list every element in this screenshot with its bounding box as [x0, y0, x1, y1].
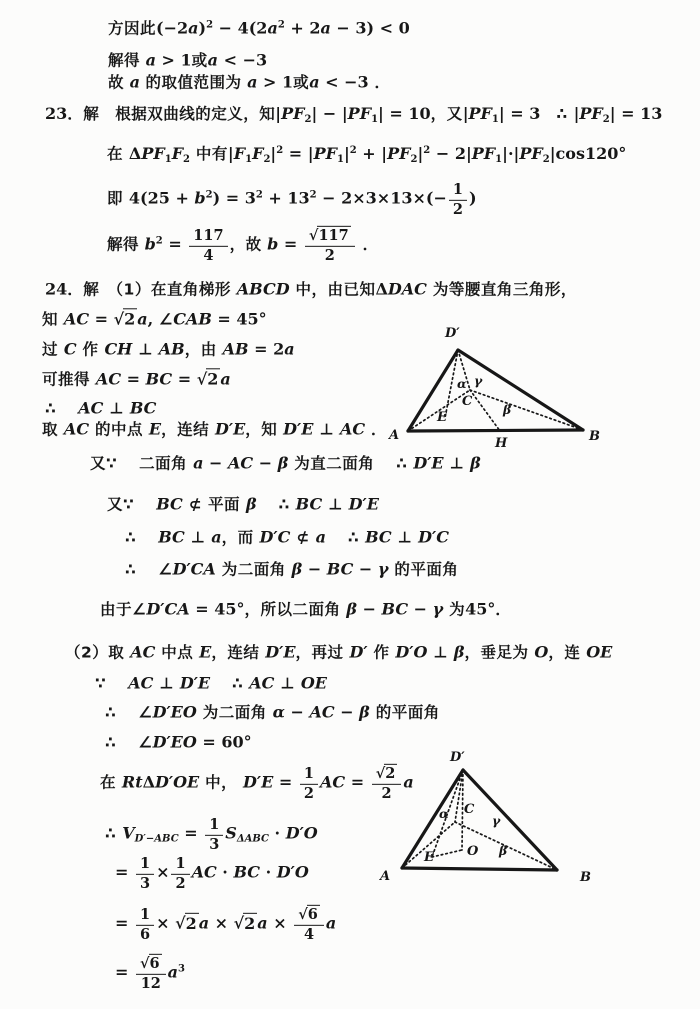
- dotted-edge: [462, 770, 463, 850]
- text-line-9: 知 AC = √2 a, ∠CAB = 45°: [42, 309, 267, 329]
- text-line-7: 解得 $b^2$ = $\frac{117}{4}$ ，故 b = $\frac{√117}{2}$ ．: [107, 226, 379, 264]
- text-line-14: 又∵ 二面角 a − AC − β 为直二面角 ∴ D′E ⊥ β: [90, 453, 481, 473]
- text-line-25: = $\frac{1}{3}$ × $\frac{1}{2}$ AC · BC · D′O: [115, 854, 309, 892]
- vertex-label-E: E: [424, 850, 434, 865]
- vertex-label-γ: γ: [492, 813, 501, 828]
- vertex-label-O: O: [467, 844, 479, 859]
- text-line-24: ∴ $V_{D'-ABC}$ = $\frac{1}{3}$ $S_{\Delta ABC} \cdot D'O$: [105, 815, 318, 853]
- text-line-17: ∴ ∠D′CA 为二面角 β − BC − γ 的平面角: [125, 559, 459, 579]
- text-line-3: 故 a 的取值范围为 a > 1或a < −3 ．: [108, 72, 391, 92]
- text-line-11: 可推得 AC = BC = √2 a: [42, 369, 231, 389]
- figure-2-triangle-diagram: [378, 750, 613, 888]
- text-line-27: = $\frac{√6}{12}$ $a^3$: [115, 954, 185, 992]
- text-line-26: = $\frac{1}{6}$ × √2 a × √2 a × $\frac{√6}{4}$ a: [115, 905, 337, 943]
- vertex-label-C: C: [464, 802, 475, 817]
- vertex-label-β: β: [499, 843, 508, 858]
- text-line-1: 方因此$(-2a)^2 - 4(2a^2 + 2a - 3) < 0$: [108, 18, 410, 38]
- text-line-21: ∴ ∠D′EO 为二面角 α − AC − β 的平面角: [105, 702, 440, 722]
- text-line-15: 又∵ BC ⊄ 平面 β ∴ BC ⊥ D′E: [107, 494, 379, 514]
- text-line-5: 在 $\Delta PF_1F_2$ 中有$|F_1F_2|^2 = |PF_1|^2 + |PF_2|^2 - 2|PF_1|\cdot|PF_2|\cos 120^\circ$: [107, 143, 627, 165]
- text-line-13: 取 AC 的中点 E，连结 D′E，知 D′E ⊥ AC ．: [42, 419, 387, 439]
- text-line-22: ∴ ∠D′EO = 60°: [105, 732, 252, 752]
- dotted-edge: [432, 850, 462, 857]
- text-line-8: 24．解 （1）在直角梯形 ABCD 中，由已知ΔDAC 为等腰直角三角形，: [45, 279, 577, 299]
- vertex-label-C: C: [462, 394, 473, 409]
- vertex-label-B: B: [580, 870, 591, 885]
- vertex-label-D′: D′: [450, 750, 465, 765]
- text-line-23: 在 RtΔD′OE 中， D′E = $\frac{1}{2}$ AC = $\frac{√2}{2}$ a: [100, 764, 414, 802]
- vertex-label-D′: D′: [445, 326, 460, 341]
- vertex-label-β: β: [503, 402, 512, 417]
- text-line-10: 过 C 作 CH ⊥ AB，由 AB = 2a: [42, 339, 295, 359]
- text-line-4: 23．解 根据双曲线的定义，知$|PF_2| - |PF_1| = 10$，又$|PF_1| = 3$ ∴ $|PF_2| = 13$: [45, 103, 663, 125]
- vertex-label-α: α: [457, 376, 467, 391]
- text-line-2: 解得 a > 1或a < −3: [108, 50, 268, 70]
- vertex-label-α: α: [439, 806, 449, 821]
- text-line-16: ∴ BC ⊥ a，而 D′C ⊄ a ∴ BC ⊥ D′C: [125, 527, 449, 547]
- vertex-label-E: E: [437, 410, 447, 425]
- text-line-19: （2）取 AC 中点 E，连结 D′E，再过 D′ 作 D′O ⊥ β，垂足为 O，连 OE: [65, 642, 613, 662]
- vertex-label-B: B: [589, 429, 600, 444]
- figure-1-triangle-diagram: [383, 323, 618, 451]
- dotted-edge: [470, 390, 583, 430]
- vertex-label-H: H: [495, 436, 508, 451]
- triangle-edge: [402, 868, 557, 870]
- dotted-edge: [470, 390, 500, 431]
- text-line-6: 即 $4(25 + b^2) = 3^2 + 13^2 - 2\times 3\times 13\times(-$ $\frac{1}{2}$ ): [107, 180, 477, 218]
- triangle-edge: [458, 350, 583, 430]
- triangle-edge: [408, 430, 583, 431]
- vertex-label-A: A: [389, 428, 400, 443]
- text-line-20: ∵ AC ⊥ D′E ∴ AC ⊥ OE: [95, 673, 327, 693]
- text-line-12: ∴ AC ⊥ BC: [45, 398, 157, 418]
- vertex-label-γ: γ: [474, 373, 483, 388]
- text-line-18: 由于∠D′CA = 45°，所以二面角 β − BC − γ 为45°．: [100, 599, 512, 619]
- triangle-edge: [408, 350, 458, 431]
- vertex-label-A: A: [380, 869, 391, 884]
